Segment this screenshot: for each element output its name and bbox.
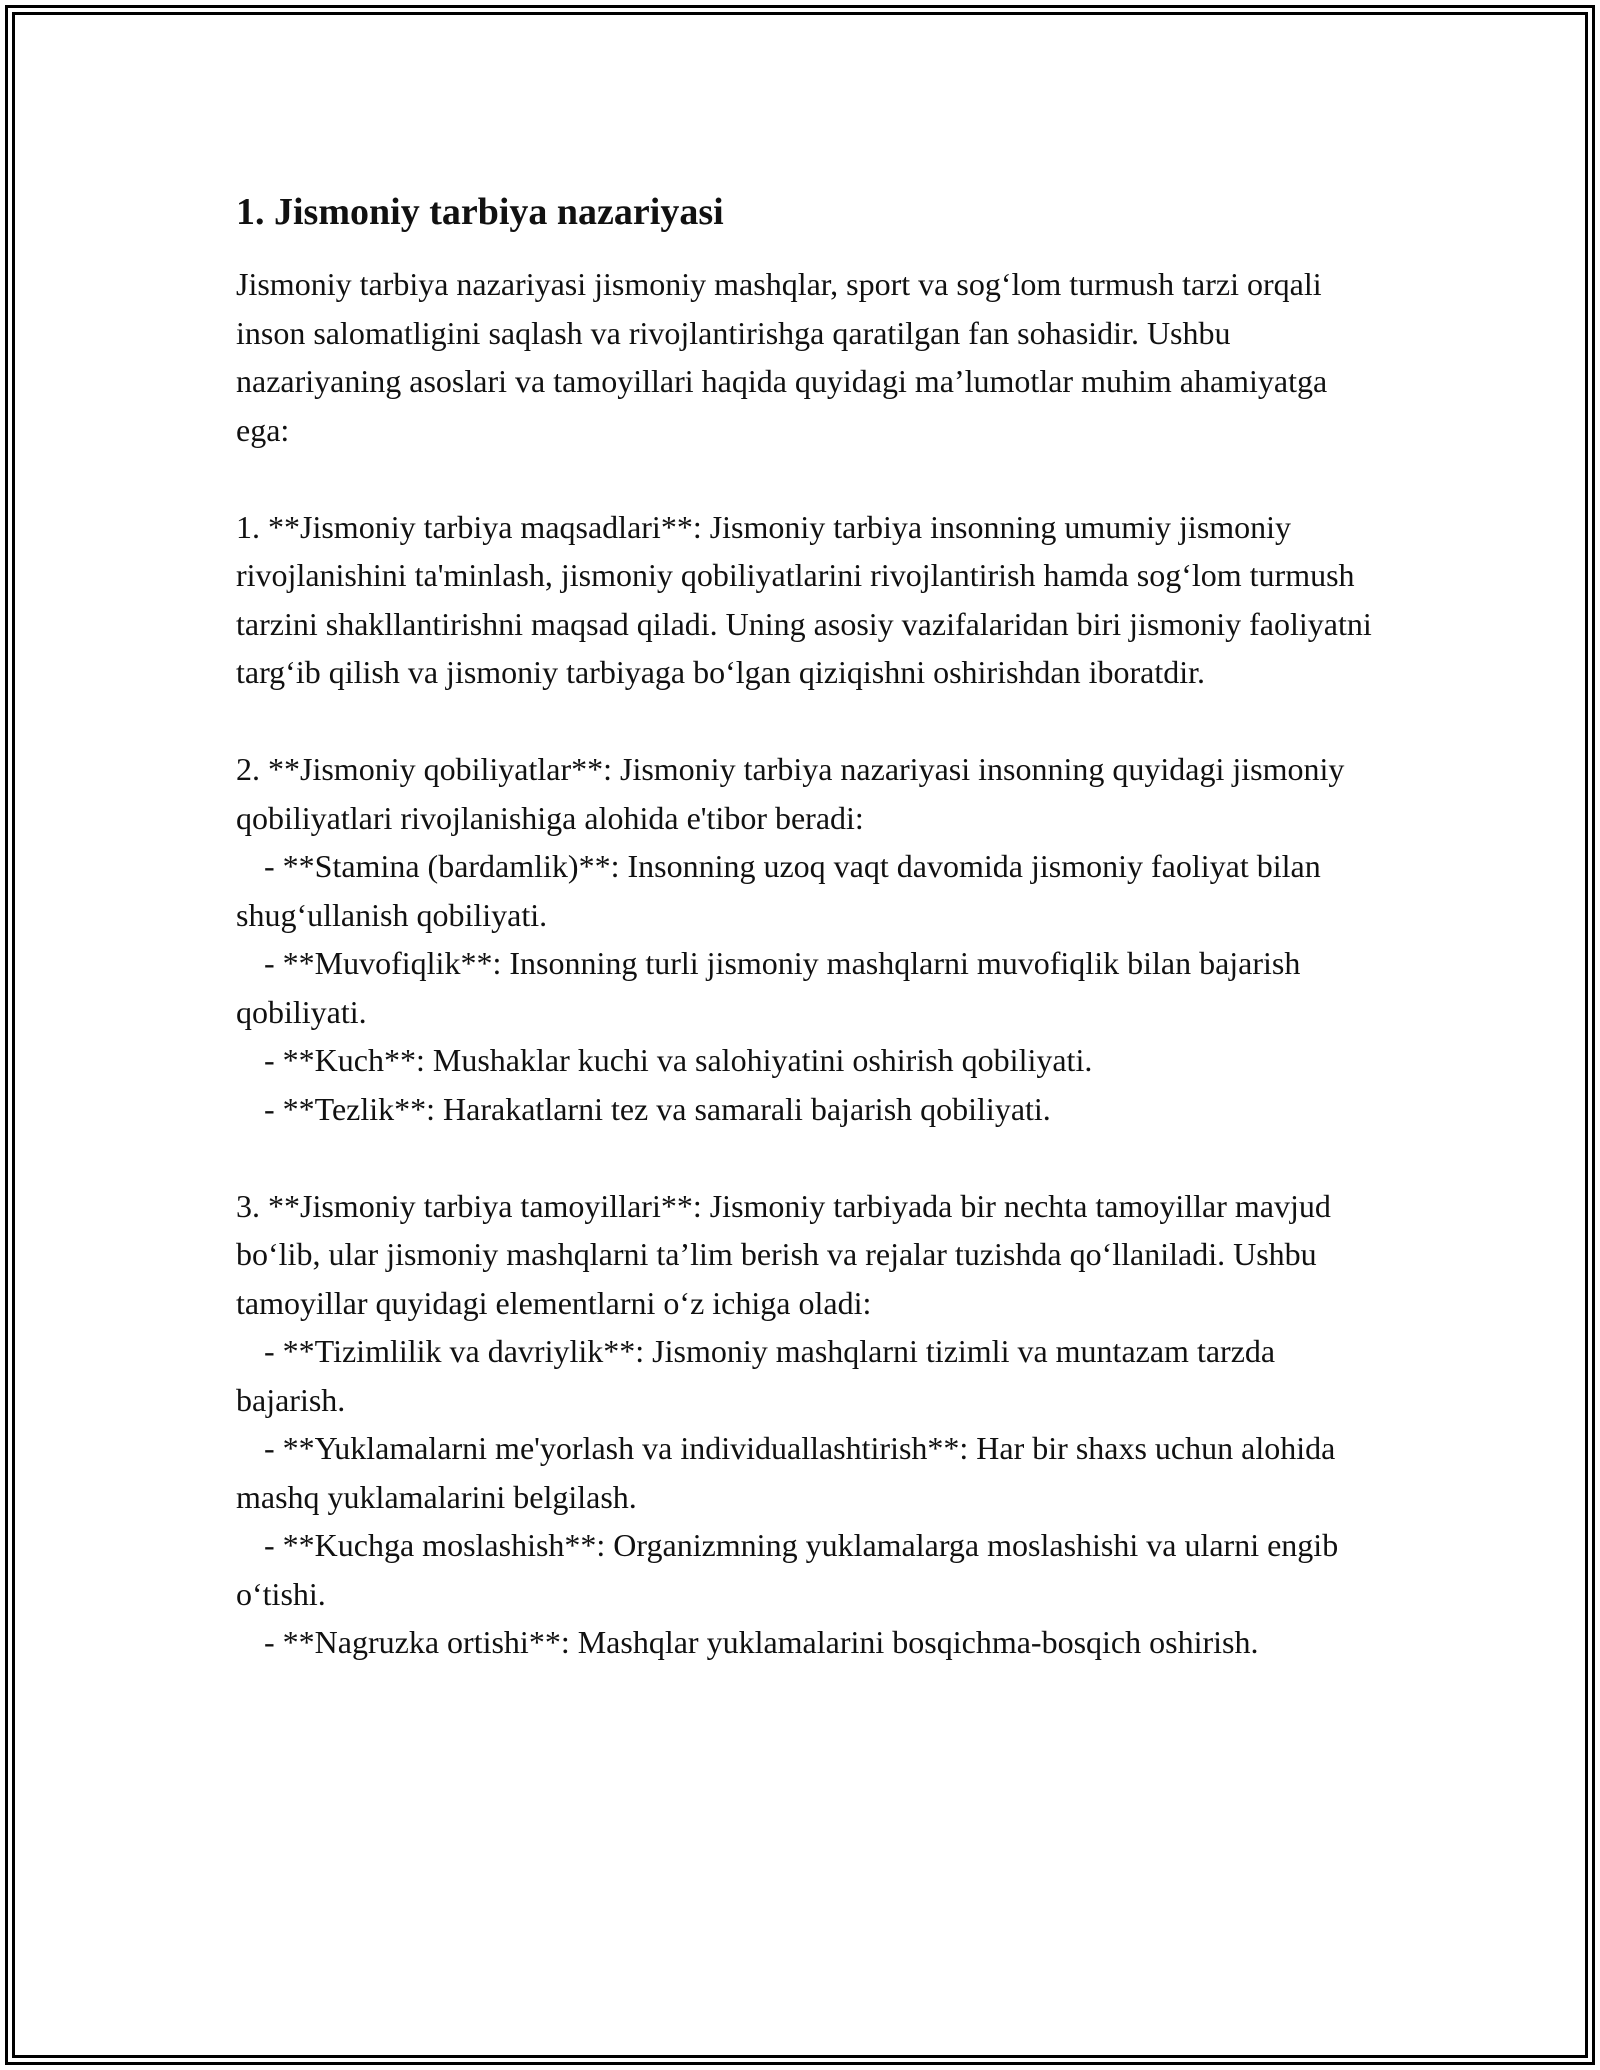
section-2-item-kuch: - **Kuch**: Mushaklar kuchi va salohiyatini oshirish qobiliyati. — [264, 1042, 1093, 1078]
section-2-item-muvofiqlik: - **Muvofiqlik**: Insonning turli jismoniy mashqlarni muvofiqlik bilan bajarish qobiliyati. — [236, 945, 1301, 1030]
section-3-item-nagruzka: - **Nagruzka ortishi**: Mashqlar yuklamalarini bosqichma-bosqich oshirish. — [264, 1624, 1259, 1660]
section-3-item-tizimlilik: - **Tizimlilik va davriylik**: Jismoniy mashqlarni tizimli va muntazam tarzda bajarish. — [236, 1333, 1276, 1418]
intro-paragraph: Jismoniy tarbiya nazariyasi jismoniy mashqlar, sport va sog‘lom turmush tarzi orqali inson salomatligini saqlash va rivojlantirishga qaratilgan fan sohasidir. Ushbu nazariyaning asoslari va tamoyillari haqida quyidagi ma’lumotlar muhim ahamiyatga ega: — [236, 266, 1328, 448]
section-2-item-tezlik: - **Tezlik**: Harakatlarni tez va samarali bajarish qobiliyati. — [264, 1090, 1051, 1127]
section-2-paragraph: 2. **Jismoniy qobiliyatlar**: Jismoniy tarbiya nazariyasi insonning quyidagi jismoniy qobiliyatlari rivojlanishiga alohida e'tibor beradi: — [236, 751, 1345, 836]
section-1-paragraph: 1. **Jismoniy tarbiya maqsadlari**: Jismoniy tarbiya insonning umumiy jismoniy rivojlanishini ta'minlash, jismoniy qobiliyatlarini rivojlantirish hamda sog‘lom turmush tarzini shakllantirishni maqsad qiladi. Uning asosiy vazifalaridan biri jismoniy faoliyatni targ‘ib qilish va jismoniy tarbiyaga bo‘lgan qiziqishni oshirishdan iboratdir. — [236, 508, 1372, 690]
paragraph-gap — [236, 1133, 1376, 1182]
section-2-item-stamina: - **Stamina (bardamlik)**: Insonning uzoq vaqt davomida jismoniy faoliyat bilan shug‘ullanish qobiliyati. — [236, 848, 1321, 933]
document-title: 1. Jismoniy tarbiya nazariyasi — [236, 191, 724, 233]
section-3-item-moslashish: - **Kuchga moslashish**: Organizmning yuklamalarga moslashishi va ularni engib o‘tishi. — [236, 1527, 1339, 1612]
section-3-paragraph: 3. **Jismoniy tarbiya tamoyillari**: Jismoniy tarbiyada bir nechta tamoyillar mavjud bo‘lib, ular jismoniy mashqlarni ta’lim berish va rejalar tuzishda qo‘llaniladi. Ushbu tamoyillar quyidagi elementlarni o‘z ichiga oladi: — [236, 1187, 1331, 1321]
section-3-item-yuklamalar: - **Yuklamalarni me'yorlash va individuallashtirish**: Har bir shaxs uchun alohida mashq yuklamalarini belgilash. — [236, 1430, 1336, 1515]
document-body — [236, 188, 1376, 1667]
paragraph-gap — [236, 454, 1376, 503]
paragraph-gap — [236, 697, 1376, 746]
